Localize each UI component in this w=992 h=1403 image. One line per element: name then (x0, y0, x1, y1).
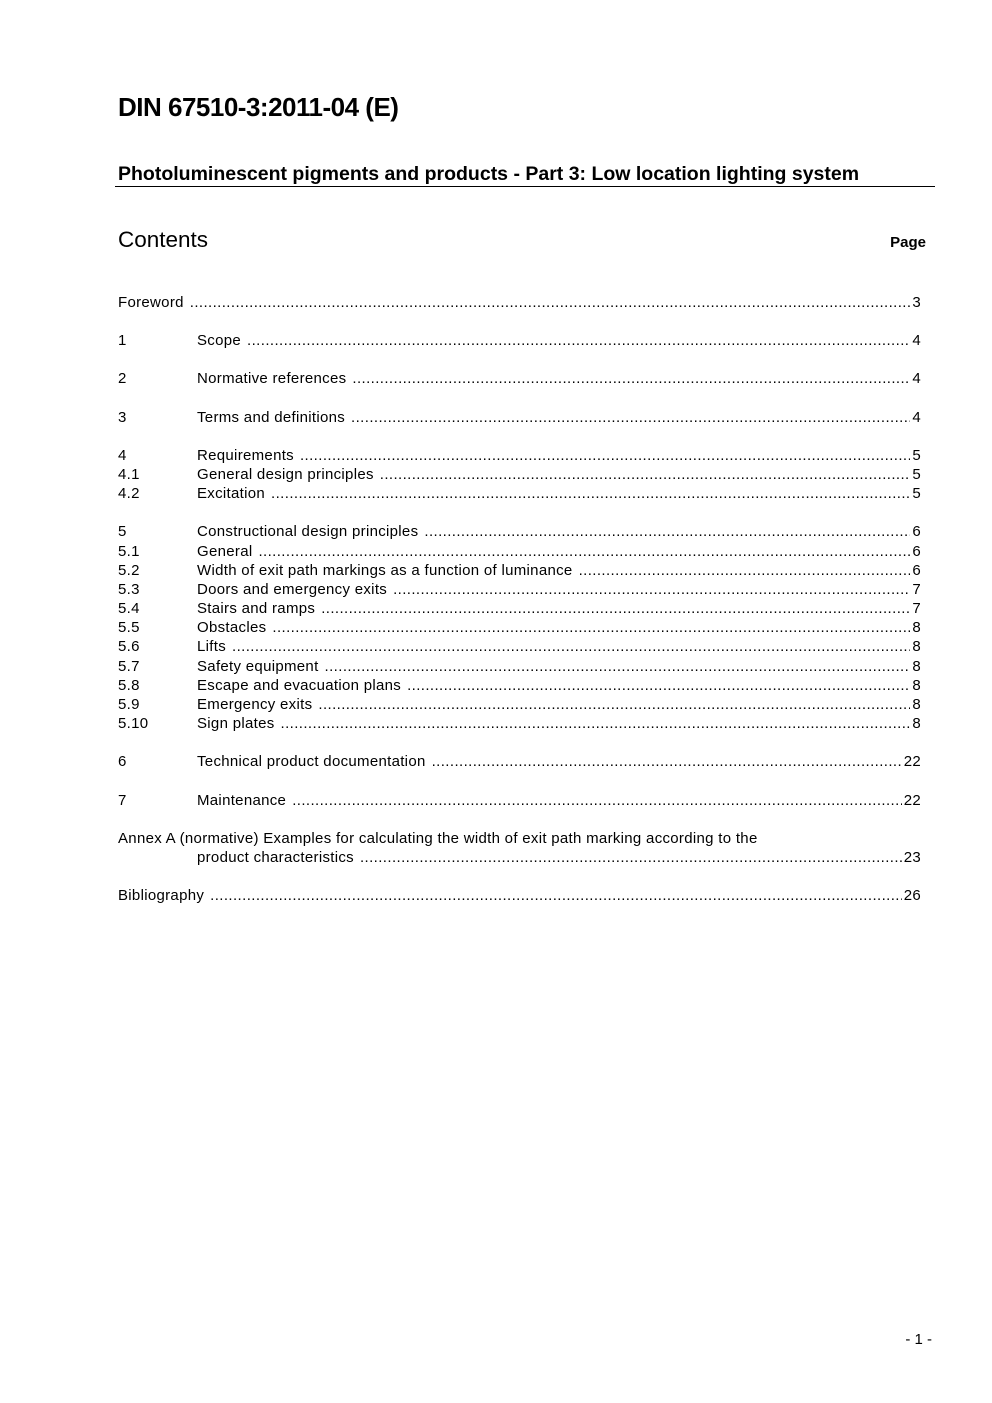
dot-leader (318, 695, 910, 714)
dot-leader (247, 331, 910, 350)
toc-entry-5-10[interactable] (118, 714, 921, 733)
dot-leader (292, 791, 902, 810)
dot-leader (300, 446, 910, 465)
toc-group-1 (118, 331, 921, 350)
title-underline (115, 186, 935, 187)
toc-entry-4-1[interactable] (118, 465, 921, 484)
toc-entry-1[interactable] (118, 331, 921, 350)
toc-entry-page: 26 (903, 887, 921, 905)
toc-entry-5-1[interactable] (118, 542, 921, 561)
toc-entry-title: Scope (197, 332, 242, 350)
toc-entry-2[interactable] (118, 369, 921, 388)
toc-entry-5-3[interactable] (118, 580, 921, 599)
toc-entry-number: 1 (118, 332, 127, 350)
toc-entry-title: Technical product documentation (197, 753, 426, 771)
toc-group-annex-a (118, 829, 921, 867)
toc-entry-page: 8 (912, 638, 921, 656)
toc-entry-title: Terms and definitions (197, 408, 346, 426)
toc-group-5 (118, 522, 921, 733)
page-column-heading: Page (890, 234, 926, 251)
toc-entry-page: 6 (912, 523, 921, 541)
toc-entry-4[interactable] (118, 446, 921, 465)
toc-entry-5-4[interactable] (118, 599, 921, 618)
toc-entry-5-6[interactable] (118, 637, 921, 656)
toc-entry-number: 6 (118, 753, 127, 771)
toc-entry-page: 5 (912, 465, 921, 483)
toc-entry-title: General design principles (197, 465, 374, 483)
toc-entry-5[interactable] (118, 522, 921, 541)
toc-entry-foreword[interactable] (118, 293, 921, 312)
toc-entry-title: Sign plates (197, 715, 275, 733)
toc-group-7 (118, 791, 921, 810)
toc-entry-number: 5.1 (118, 542, 140, 560)
toc-entry-page: 5 (912, 485, 921, 503)
toc-entry-number: 5.9 (118, 696, 140, 713)
dot-leader (271, 484, 910, 503)
toc-group-6 (118, 752, 921, 771)
toc-entry-title: Lifts (197, 638, 227, 656)
toc-entry-5-8[interactable] (118, 676, 921, 695)
toc-entry-page: 22 (903, 753, 921, 771)
toc-entry-5-5[interactable] (118, 618, 921, 637)
toc-entry-title: Obstacles (197, 619, 267, 637)
toc-entry-4-2[interactable] (118, 484, 921, 503)
toc-entry-title: Normative references (197, 370, 347, 388)
dot-leader (432, 752, 902, 771)
dot-leader (380, 465, 911, 484)
dot-leader (407, 676, 910, 695)
toc-entry-number: 4.1 (118, 465, 140, 483)
toc-entry-page: 6 (912, 561, 921, 579)
dot-leader (352, 369, 910, 388)
dot-leader (258, 542, 910, 561)
toc-group-foreword (118, 293, 921, 312)
dot-leader (190, 293, 911, 312)
toc-entry-number: 5.5 (118, 619, 140, 637)
toc-entry-title: Bibliography (118, 887, 205, 905)
dot-leader (424, 522, 910, 541)
toc-group-2 (118, 369, 921, 388)
toc-entry-page: 6 (912, 542, 921, 560)
toc-entry-page: 22 (903, 791, 921, 809)
dot-leader (360, 848, 902, 867)
toc-entry-page: 7 (912, 580, 921, 598)
toc-entry-title: Maintenance (197, 791, 287, 809)
toc-entry-page: 8 (912, 657, 921, 675)
toc-entry-5-7[interactable] (118, 657, 921, 676)
toc-entry-number: 5 (118, 523, 127, 541)
toc-entry-page: 5 (912, 446, 921, 464)
toc-entry-page: 4 (912, 332, 921, 350)
toc-entry-title: Requirements (197, 446, 294, 464)
toc-entry-title: Safety equipment (197, 657, 319, 675)
toc-entry-title: Foreword (118, 294, 184, 311)
toc-group-bibliography (118, 886, 921, 905)
toc-entry-title: Doors and emergency exits (197, 580, 388, 598)
toc-entry-number: 4.2 (118, 485, 140, 503)
document-title: Photoluminescent pigments and products - Part 3: Low location lighting system (118, 163, 860, 185)
toc-entry-page: 7 (912, 600, 921, 618)
toc-entry-annex-a[interactable] (118, 848, 921, 867)
toc-entry-3[interactable] (118, 408, 921, 427)
dot-leader (321, 599, 910, 618)
toc-entry-7[interactable] (118, 791, 921, 810)
dot-leader (351, 408, 910, 427)
dot-leader (325, 657, 911, 676)
toc-entry-number: 2 (118, 370, 127, 388)
toc-entry-number: 5.3 (118, 580, 140, 598)
toc-entry-number: 5.8 (118, 676, 140, 694)
toc-entry-page: 3 (912, 294, 921, 311)
toc-entry-annex-a-title[interactable]: Annex A (normative) Examples for calculating the width of exit path marking according to the (118, 829, 758, 847)
dot-leader (393, 580, 910, 599)
toc-entry-title: Constructional design principles (197, 523, 419, 541)
toc-entry-number: 5.10 (118, 715, 149, 733)
toc-entry-number: 7 (118, 791, 127, 809)
toc-entry-6[interactable] (118, 752, 921, 771)
toc-entry-page: 8 (912, 619, 921, 637)
toc-entry-title: product characteristics (197, 848, 354, 866)
table-of-contents (118, 293, 921, 924)
toc-entry-page: 4 (912, 370, 921, 388)
footer-page-number: - 1 - (905, 1331, 932, 1348)
toc-entry-page: 8 (912, 676, 921, 694)
toc-group-4 (118, 446, 921, 504)
toc-entry-number: 5.6 (118, 638, 140, 656)
document-id: DIN 67510-3:2011-04 (E) (118, 92, 399, 122)
toc-entry-5-9[interactable] (118, 695, 921, 714)
dot-leader (579, 561, 911, 580)
toc-entry-title: Stairs and ramps (197, 600, 316, 618)
toc-entry-number: 5.2 (118, 561, 140, 579)
toc-entry-title: Excitation (197, 485, 266, 503)
toc-group-3 (118, 408, 921, 427)
toc-entry-5-2[interactable] (118, 561, 921, 580)
toc-entry-title: Emergency exits (197, 696, 313, 713)
contents-heading: Contents (118, 227, 209, 252)
toc-entry-page: 8 (912, 715, 921, 733)
dot-leader (281, 714, 911, 733)
toc-entry-title: Width of exit path markings as a function of luminance (197, 561, 573, 579)
toc-entry-page: 8 (912, 696, 921, 713)
toc-entry-title: General (197, 542, 253, 560)
toc-entry-page: 4 (912, 408, 921, 426)
dot-leader (232, 637, 910, 656)
toc-entry-number: 5.7 (118, 657, 140, 675)
toc-entry-page: 23 (903, 848, 921, 866)
toc-entry-bibliography[interactable] (118, 886, 921, 905)
dot-leader (210, 886, 902, 905)
toc-entry-number: 3 (118, 408, 127, 426)
toc-entry-title: Escape and evacuation plans (197, 676, 402, 694)
toc-entry-number: 5.4 (118, 600, 140, 618)
toc-entry-number: 4 (118, 446, 127, 464)
dot-leader (272, 618, 910, 637)
